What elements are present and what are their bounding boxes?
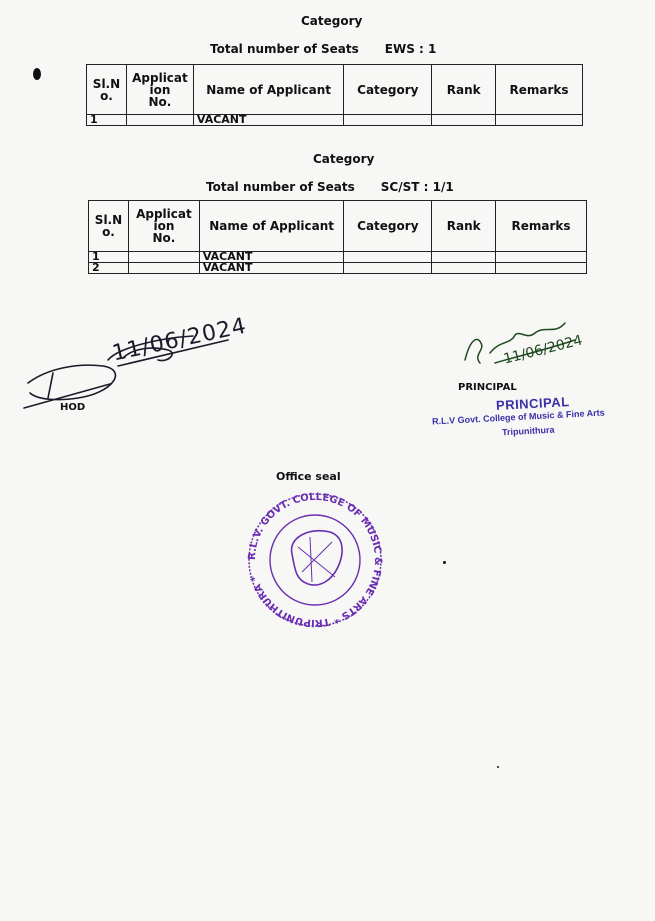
office-seal-label: Office seal (276, 470, 341, 483)
seat-table-2 (88, 200, 587, 274)
header-category: Category (344, 65, 432, 115)
cell-category (344, 115, 432, 126)
header-application-no: Applicat ion No. (126, 65, 193, 115)
seats-label-1: Total number of Seats (210, 42, 359, 56)
cell-category (344, 263, 432, 274)
cell-application-no (126, 115, 193, 126)
table-header-row (87, 65, 583, 115)
cell-slno: 1 (87, 115, 127, 126)
cell-rank (432, 115, 496, 126)
header-remarks: Remarks (496, 201, 587, 252)
seal-text: R.L.V. GOVT. COLLEGE OF MUSIC & FINE ARTS * TRIPUNITHURA * (246, 491, 384, 629)
cell-slno: 2 (89, 263, 129, 274)
svg-text:R.L.V. GOVT. COLLEGE OF MUSIC (247, 492, 383, 628)
cell-slno: 1 (89, 252, 129, 263)
hod-signature-date: 11/06/2024 (110, 313, 250, 367)
category-heading-2: Category (313, 152, 375, 166)
header-name: Name of Applicant (193, 65, 343, 115)
principal-signature-date: 11/06/2024 (502, 332, 585, 368)
header-slno: Sl.N o. (89, 201, 129, 252)
hod-label: HOD (60, 402, 86, 413)
table-row (87, 115, 583, 126)
cell-name: VACANT (199, 252, 344, 263)
category-heading-1: Category (301, 14, 363, 28)
cell-application-no (128, 252, 199, 263)
header-name: Name of Applicant (199, 201, 344, 252)
seat-table-1 (86, 64, 583, 126)
cell-rank (432, 252, 496, 263)
cell-name: VACANT (199, 263, 344, 274)
scan-speck (443, 561, 446, 564)
cell-application-no (128, 263, 199, 274)
header-rank: Rank (432, 65, 496, 115)
header-slno: Sl.N o. (87, 65, 127, 115)
seats-value-2: SC/ST : 1/1 (380, 180, 454, 194)
table-row (89, 263, 587, 274)
cell-category (344, 252, 432, 263)
header-rank: Rank (432, 201, 496, 252)
scan-speck (33, 68, 41, 80)
principal-stamp-title: PRINCIPAL (495, 394, 570, 413)
cell-remarks (496, 263, 587, 274)
seats-line-1 (210, 42, 436, 56)
table-row (89, 252, 587, 263)
header-category: Category (344, 201, 432, 252)
header-remarks: Remarks (496, 65, 583, 115)
table-header-row (89, 201, 587, 252)
cell-name: VACANT (193, 115, 343, 126)
seats-label-2: Total number of Seats (206, 180, 355, 194)
principal-signature (455, 305, 635, 375)
seats-value-1: EWS : 1 (384, 42, 437, 56)
principal-stamp-line2: Tripunithura (501, 424, 555, 438)
cell-rank (432, 263, 496, 274)
cell-remarks (496, 115, 583, 126)
principal-label: PRINCIPAL (458, 382, 517, 393)
header-application-no: Applicat ion No. (128, 201, 199, 252)
cell-remarks (496, 252, 587, 263)
seats-line-2 (206, 180, 454, 194)
office-seal-stamp (240, 492, 390, 627)
principal-stamp-line1: R.L.V Govt. College of Music & Fine Arts (431, 407, 605, 427)
scan-speck (497, 766, 499, 768)
